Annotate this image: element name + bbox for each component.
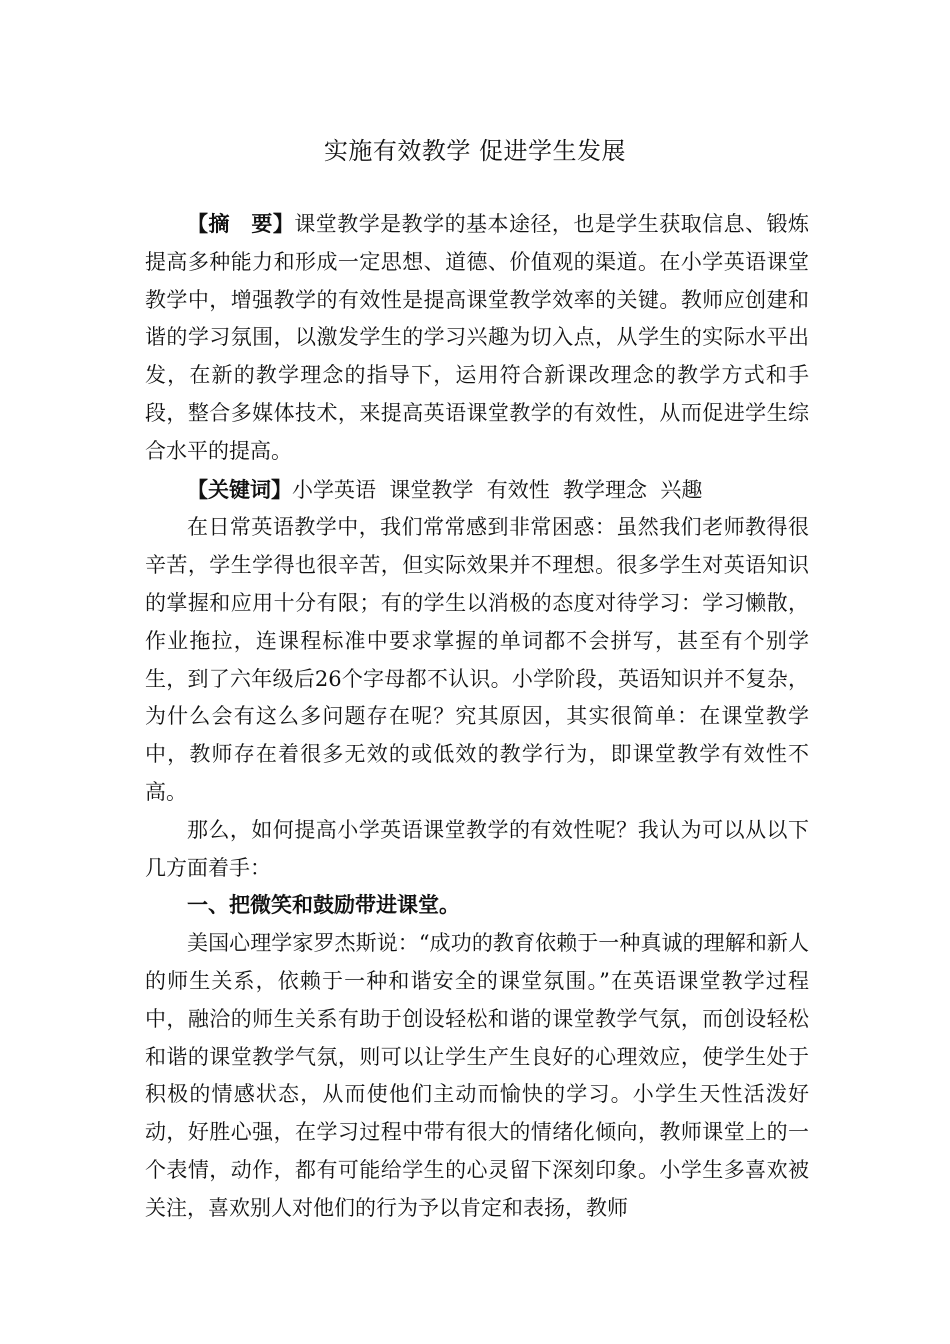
- intro-paragraph: 在日常英语教学中，我们常常感到非常困惑：虽然我们老师教得很辛苦，学生学得也很辛苦，但实际效果并不理想。很多学生对英语知识的掌握和应用十分有限；有的学生以消极的态度对待学习：学习懒散，作业拖拉，连课程标准中要求掌握的单词都不会拼写，甚至有个别学生，到了六年级后26个字母都不认识。小学阶段，英语知识并不复杂，为什么会有这么多问题存在呢？究其原因，其实很简单：在课堂教学中，教师存在着很多无效的或低效的教学行为，即课堂教学有效性不高。: [145, 515, 809, 804]
- keywords-label: 【关键词】: [187, 476, 292, 502]
- document-title: 实施有效教学 促进学生发展: [323, 137, 627, 165]
- abstract-label: 【摘 要】: [187, 211, 295, 236]
- abstract-text: 课堂教学是教学的基本途径，也是学生获取信息、锻炼提高多种能力和形成一定思想、道德、价值观的渠道。在小学英语课堂教学中，增强教学的有效性是提高课堂教学效率的关键。教师应创建和谐的学习氛围，以激发学生的学习兴趣为切入点，从学生的实际水平出发，在新的教学理念的指导下，运用符合新课改理念的教学方式和手段，整合多媒体技术，来提高英语课堂教学的有效性，从而促进学生综合水平的提高。: [145, 212, 810, 463]
- section-1-paragraph: 美国心理学家罗杰斯说：“成功的教育依赖于一种真诚的理解和新人的师生关系，依赖于一种和谐安全的课堂氛围。”在英语课堂教学过程中，融洽的师生关系有助于创设轻松和谐的课堂教学气氛，而创设轻松和谐的课堂教学气氛，则可以让学生产生良好的心理效应，使学生处于积极的情感状态，从而使他们主动而愉快的学习。小学生天性活泼好动，好胜心强，在学习过程中带有很大的情绪化倾向，教师课堂上的一个表情，动作，都有可能给学生的心灵留下深刻印象。小学生多喜欢被关注，喜欢别人对他们的行为予以肯定和表扬，教师: [145, 931, 809, 1220]
- keywords-text: 小学英语 课堂教学 有效性 教学理念 兴趣: [292, 477, 703, 502]
- section-heading-1: 一、把微笑和鼓励带进课堂。: [187, 893, 460, 918]
- keywords-paragraph: [145, 471, 809, 510]
- document-body: [145, 205, 809, 1228]
- abstract-paragraph: [145, 205, 809, 471]
- question-paragraph: 那么，如何提高小学英语课堂教学的有效性呢？我认为可以从以下几方面着手：: [145, 817, 809, 880]
